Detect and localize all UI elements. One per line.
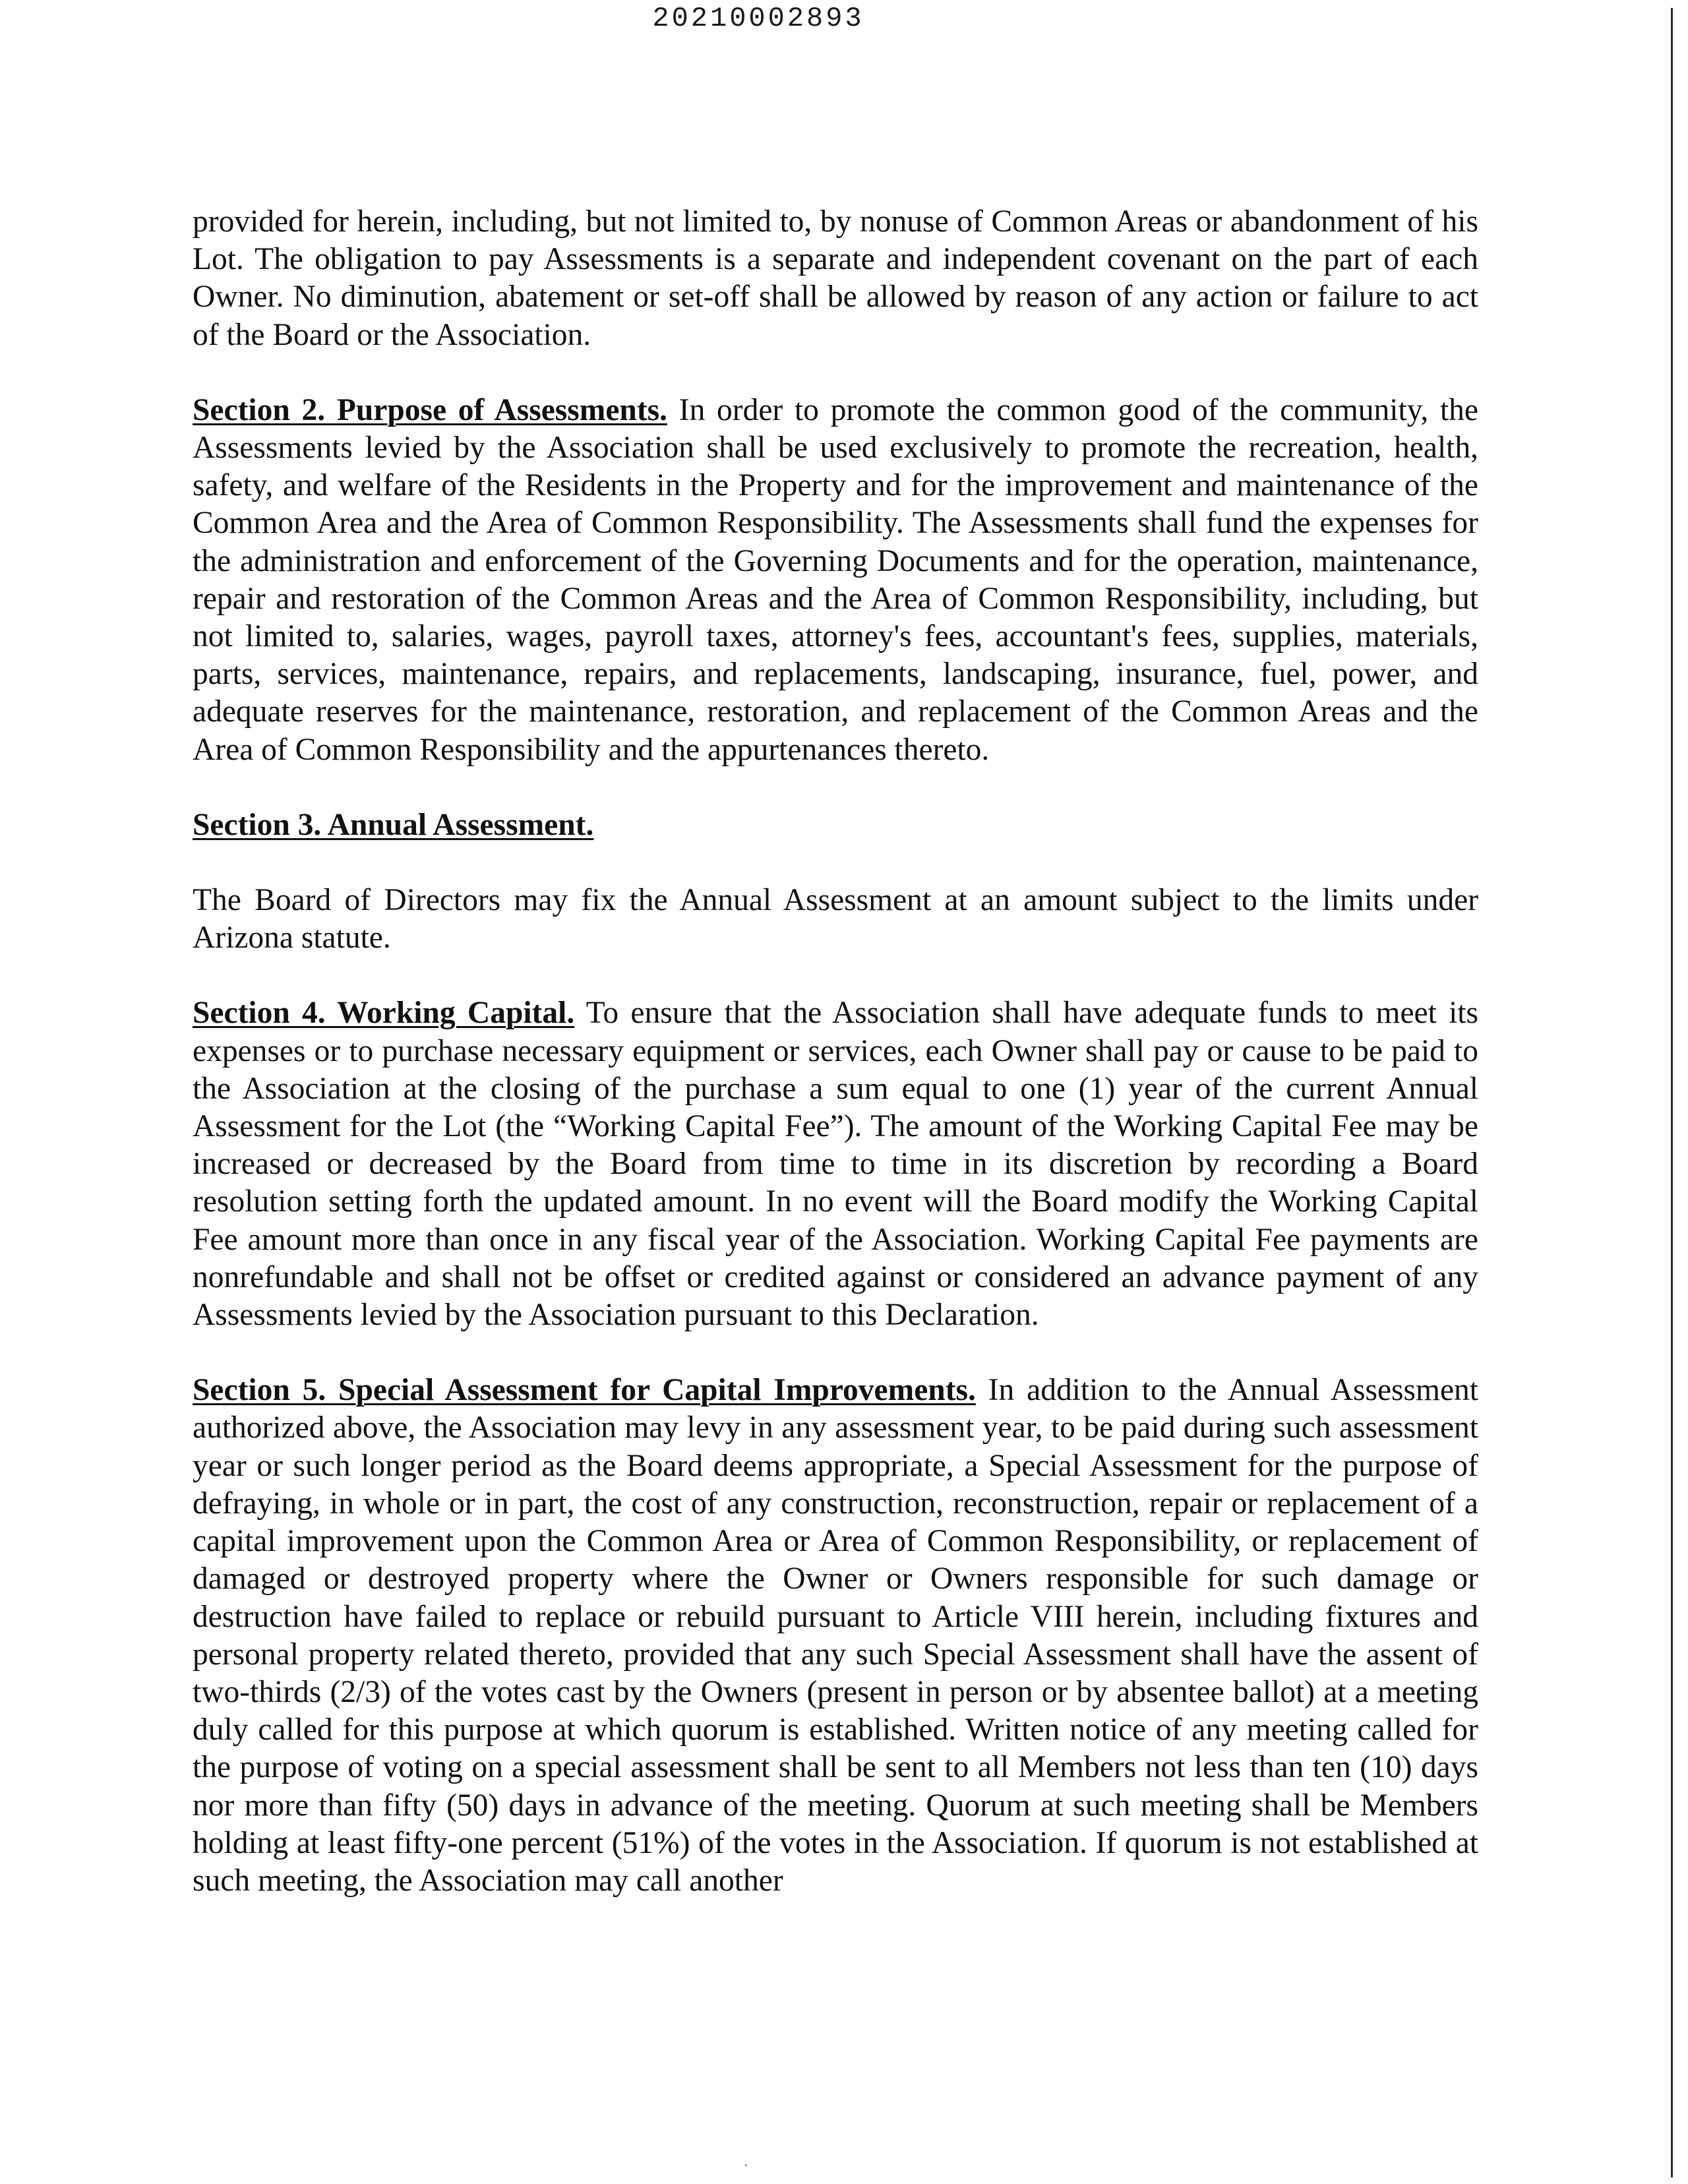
section-2-text: In order to promote the common good of the community, the Assessments levied by the Association shall be used exclusively to promote the recreation, health, safety, and welfare of the Residents in the Property and for the improvement and maintenance of the Common Area and the Area of Common Responsibility. The Assessments shall fund the expenses for the administration and enforcement of the Governing Documents and for the operation, maintenance, repair and restoration of the Common Areas and the Area of Common Responsibility, including, but not limited to, salaries, wages, payroll taxes, attorney's fees, accountant's fees, supplies, materials, parts, services, maintenance, repairs, and replacements, landscaping, insurance, fuel, power, and adequate reserves for the maintenance, restoration, and replacement of the Common Areas and the Area of Common Responsibility and the appurtenances thereto. — [193, 392, 1478, 767]
page-edge-rule — [1671, 8, 1673, 2177]
section-3-heading-paragraph — [193, 806, 1478, 844]
section-5-text: In addition to the Annual Assessment authorized above, the Association may levy in any assessment year, to be paid during such assessment year or such longer period as the Board deems appropriate, a Special Assessment for the purpose of defraying, in whole or in part, the cost of any construction, reconstruction, repair or replacement of a capital improvement upon the Common Area or Area of Common Responsibility, or replacement of damaged or destroyed property where the Owner or Owners responsible for such damage or destruction have failed to replace or rebuild pursuant to Article VIII herein, including fixtures and personal property related thereto, provided that any such Special Assessment shall have the assent of two-thirds (2/3) of the votes cast by the Owners (present in person or by absentee ballot) at a meeting duly called for this purpose at which quorum is established. Written notice of any meeting called for the purpose of voting on a special assessment shall be sent to all Members not less than ten (10) days nor more than fifty (50) days in advance of the meeting. Quorum at such meeting shall be Members holding at least fifty-one percent (51%) of the votes in the Association. If quorum is not established at such meeting, the Association may call another — [193, 1373, 1478, 1898]
section-5-heading: Section 5. Special Assessment for Capital Improvements. — [193, 1373, 976, 1408]
section-4-text: To ensure that the Association shall have adequate funds to meet its expenses or to purchase necessary equipment or services, each Owner shall pay or cause to be paid to the Association at the closing of the purchase a sum equal to one (1) year of the current Annual Assessment for the Lot (the “Working Capital Fee”). The amount of the Working Capital Fee may be increased or decreased by the Board from time to time in its discretion by recording a Board resolution setting forth the updated amount. In no event will the Board modify the Working Capital Fee amount more than once in any fiscal year of the Association. Working Capital Fee payments are nonrefundable and shall not be offset or credited against or considered an advance payment of any Assessments levied by the Association pursuant to this Declaration. — [193, 996, 1478, 1333]
recording-number: 20210002893 — [652, 3, 864, 34]
scan-speck — [745, 2164, 747, 2166]
document-body — [193, 203, 1478, 1937]
section-5-paragraph — [193, 1372, 1478, 1900]
section-2-heading: Section 2. Purpose of Assessments. — [193, 392, 668, 427]
section-4-heading: Section 4. Working Capital. — [193, 996, 575, 1031]
section-3-heading: Section 3. Annual Assessment. — [193, 807, 594, 842]
section-3-paragraph: The Board of Directors may fix the Annual Assessment at an amount subject to the limits under Arizona statute. — [193, 883, 1478, 956]
section-4-paragraph — [193, 994, 1478, 1334]
continuation-paragraph: provided for herein, including, but not limited to, by nonuse of Common Areas or abandonment of his Lot. The obligation to pay Assessments is a separate and independent covenant on the part of each Owner. No diminution, abatement or set-off shall be allowed by reason of any action or failure to act of the Board or the Association. — [193, 204, 1478, 352]
section-2-paragraph — [193, 392, 1478, 769]
